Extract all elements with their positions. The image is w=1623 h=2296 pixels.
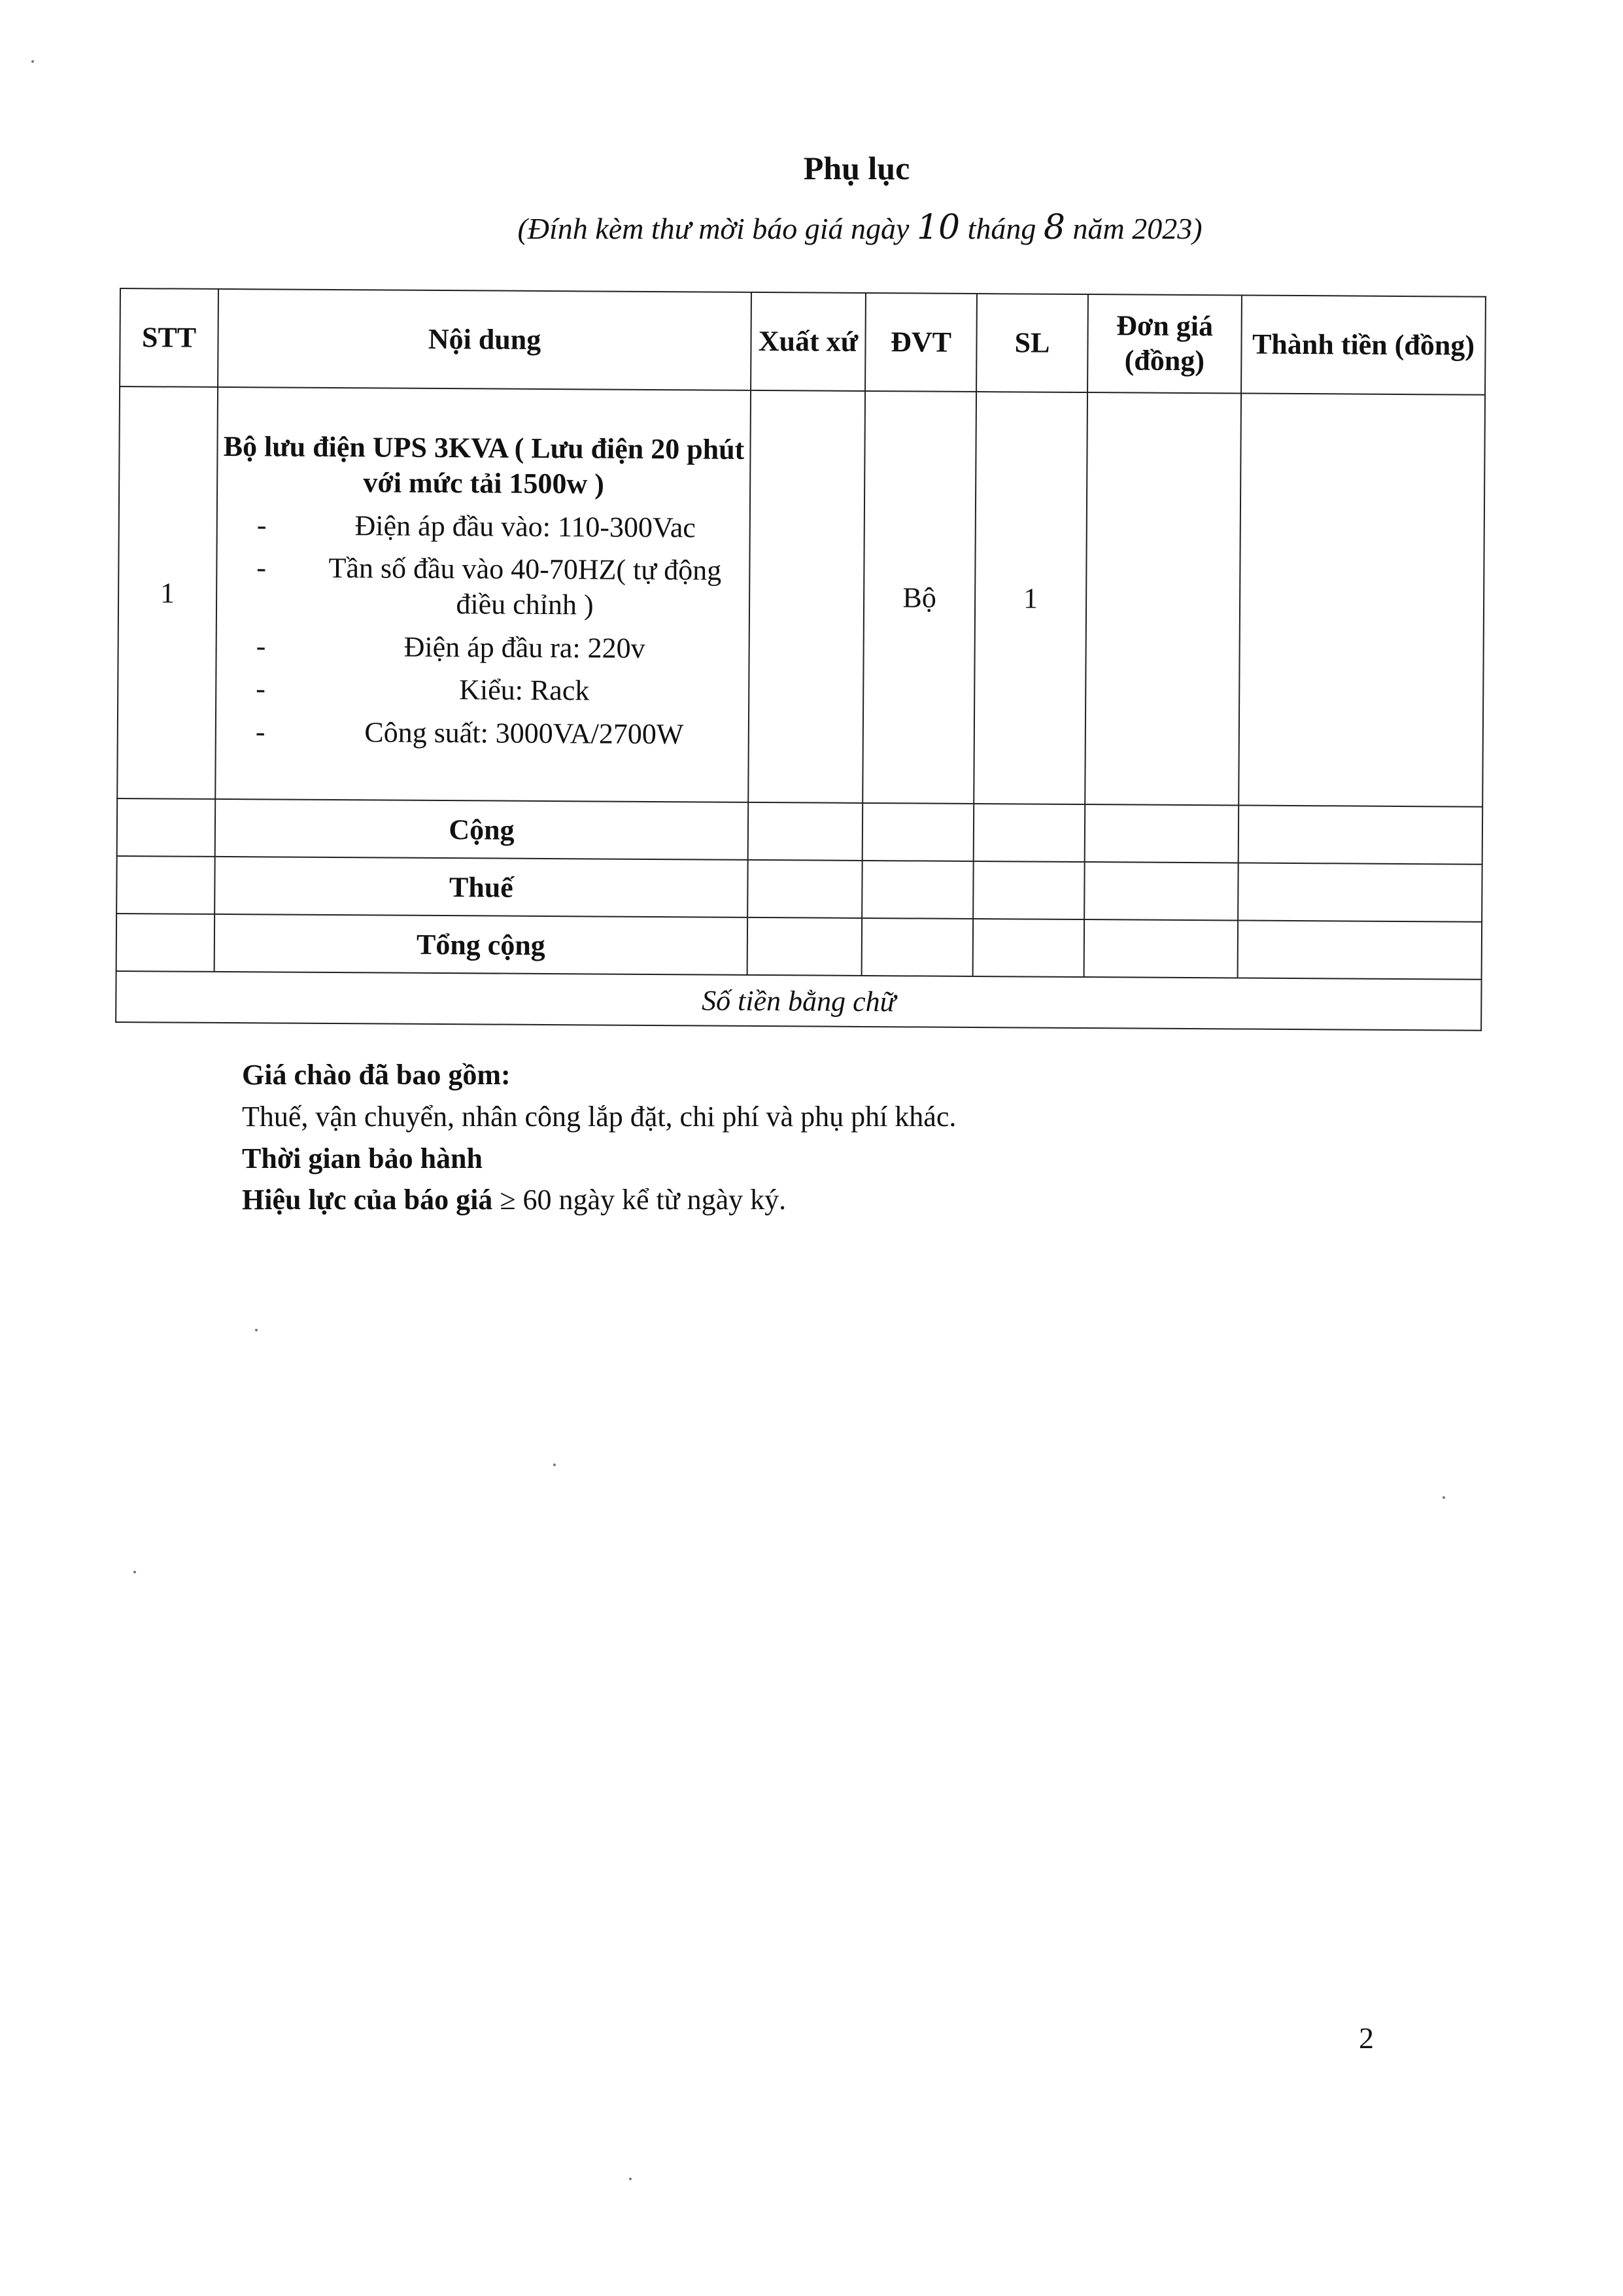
spec-text: Điện áp đầu ra: 220v (403, 630, 645, 664)
empty-cell (117, 798, 216, 857)
header-thanh-tien: Thành tiền (đồng) (1241, 295, 1486, 394)
empty-cell (1085, 804, 1239, 863)
scan-speck (553, 1464, 556, 1466)
table-row-thue (116, 856, 1482, 922)
empty-cell (116, 856, 215, 914)
empty-cell (863, 803, 974, 861)
handwritten-month: 8 (1043, 208, 1065, 247)
spec-text: Tần số đầu vào 40-70HZ( tự động điều chỉnh ) (328, 552, 722, 621)
subtitle-month-word: tháng (960, 212, 1044, 245)
dash-marker: - (255, 715, 265, 748)
item-dvt: Bộ (863, 391, 976, 804)
item-sl: 1 (974, 392, 1087, 804)
validity-line (242, 1179, 1484, 1221)
empty-cell (747, 860, 863, 918)
empty-cell (747, 917, 863, 976)
table-row-words (116, 971, 1481, 1031)
scan-speck (629, 2178, 632, 2180)
dash-marker: - (256, 508, 267, 541)
empty-cell (974, 804, 1085, 862)
empty-cell (116, 914, 215, 972)
empty-cell (1239, 805, 1483, 864)
item-stt: 1 (117, 386, 218, 799)
spec-text: Kiểu: Rack (459, 674, 590, 707)
subtitle-prefix: (Đính kèm thư mời báo giá ngày (517, 212, 917, 245)
item-xuat-xu (748, 390, 865, 803)
empty-cell (748, 802, 863, 861)
empty-cell (1238, 920, 1482, 979)
table-row (117, 386, 1485, 807)
dash-marker: - (256, 629, 266, 662)
included-heading: Giá chào đã bao gồm: (242, 1059, 511, 1091)
table-row-cong (117, 798, 1482, 865)
table-header-row (120, 288, 1486, 395)
empty-cell (1238, 863, 1482, 921)
notes-section (242, 1054, 1484, 1221)
validity-label: Hiệu lực của báo giá (242, 1184, 493, 1216)
warranty-label: Thời gian bảo hành (242, 1142, 483, 1174)
scan-speck (31, 60, 34, 63)
label-thue: Thuế (214, 857, 748, 917)
dash-marker: - (256, 672, 266, 705)
list-item (256, 672, 748, 710)
item-name: Bộ lưu điện UPS 3KVA ( Lưu điện 20 phút với mức tải 1500w ) (223, 430, 745, 500)
scan-speck (255, 1329, 258, 1331)
handwritten-day: 10 (916, 208, 961, 247)
empty-cell (862, 918, 974, 976)
item-don-gia (1085, 392, 1241, 805)
subtitle-suffix: năm 2023) (1065, 212, 1203, 245)
label-tong-cong: Tổng cộng (214, 914, 748, 975)
page-number: 2 (1359, 2021, 1374, 2055)
document-title: Phụ lục (803, 150, 910, 186)
header-don-gia: Đơn giá (đồng) (1087, 294, 1242, 393)
scan-speck (133, 1571, 136, 1573)
item-description (215, 387, 751, 802)
quotation-table (115, 288, 1486, 1031)
document-subtitle (458, 208, 1262, 247)
spec-text: Công suất: 3000VA/2700W (364, 716, 684, 751)
list-item (257, 507, 749, 545)
empty-cell (973, 919, 1085, 977)
empty-cell (1084, 919, 1239, 978)
label-amount-in-words: Số tiền bằng chữ (116, 971, 1481, 1031)
list-item (256, 551, 749, 624)
dash-marker: - (256, 551, 267, 584)
included-text: Thuế, vận chuyển, nhân công lắp đặt, chi phí và phụ phí khác. (242, 1100, 957, 1133)
validity-value: ≥ 60 ngày kể từ ngày ký. (492, 1184, 787, 1216)
empty-cell (862, 861, 974, 919)
header-dvt: ĐVT (865, 293, 977, 392)
empty-cell (973, 861, 1085, 919)
list-item (256, 628, 748, 666)
item-thanh-tien (1239, 393, 1485, 806)
scan-speck (1443, 1496, 1445, 1499)
header-stt: STT (120, 288, 218, 387)
item-spec-list (216, 507, 749, 753)
header-xuat-xu: Xuất xứ (751, 292, 866, 391)
table-row-tong-cong (116, 914, 1482, 980)
header-noi-dung: Nội dung (218, 289, 751, 390)
header-sl: SL (976, 294, 1088, 392)
empty-cell (1084, 862, 1239, 920)
spec-text: Điện áp đầu vào: 110-300Vac (354, 509, 696, 544)
label-cong: Cộng (215, 799, 749, 860)
list-item (256, 714, 748, 752)
